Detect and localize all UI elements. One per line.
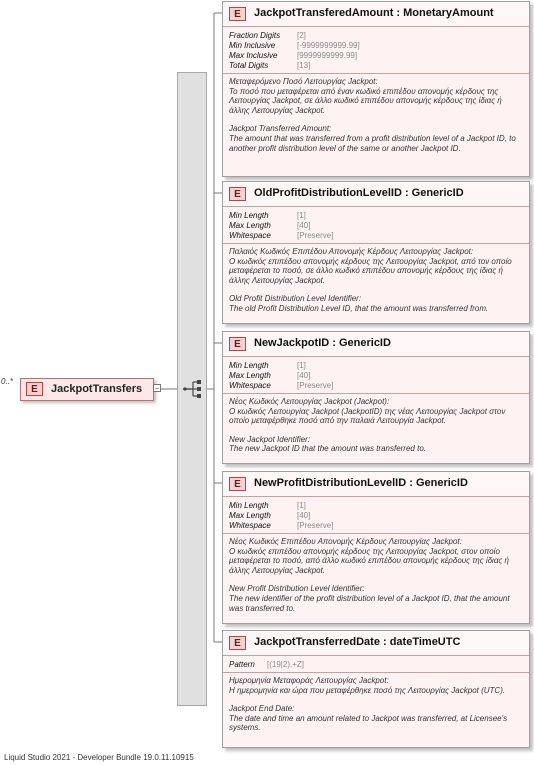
- facet-name: Max Inclusive: [229, 51, 278, 60]
- facet-value: [-9999999999.99]: [297, 41, 360, 50]
- element-icon: E: [229, 636, 246, 650]
- facet-list: [223, 497, 529, 534]
- element-icon: E: [229, 7, 246, 21]
- doc-greek-text: Ο κωδικός Λειτουργίας Jackpot (JackpotID) της νέας Λειτουργίας Jackpot στον οποίο μεταφέρθηκε ποσό από την παλαιά Λειτουργία Jackpot.: [229, 406, 506, 426]
- facet-value: [Preserve]: [297, 231, 334, 240]
- facet-value: [1]: [297, 501, 306, 510]
- doc-greek-title: Μεταφερόμενο Ποσό Λειτουργίας Jackpot:: [229, 77, 378, 86]
- facet-row: [229, 31, 523, 41]
- root-cardinality: 0..*: [1, 377, 14, 386]
- facet-row: [229, 41, 523, 51]
- element-icon: E: [229, 477, 246, 491]
- element-card-header: [223, 332, 529, 357]
- doc-english-title: Jackpot End Date:: [229, 704, 295, 714]
- root-element-label: JackpotTransfers: [51, 383, 143, 395]
- documentation: [223, 244, 529, 317]
- element-title: JackpotTransferredDate : dateTimeUTC: [254, 636, 461, 648]
- doc-greek-text: Η ημερομηνία και ώρα που μεταφέρθηκε ποσό της Λειτουργίας Jackpot (UTC).: [229, 685, 506, 695]
- element-icon: E: [229, 337, 246, 351]
- doc-english-text: The new identifier of the profit distribution level of a Jackpot ID, that the amount was transferred to.: [229, 593, 510, 613]
- doc-greek-text: Ο κωδικός επιπέδου απονομής κέρδους της Λειτουργίας Jackpot, από τον οποίο μεταφέρεται το ποσό, σε άλλο κωδικό επιπέδου απονομής κέρδους της ίδιας ή άλλης Λειτουργίας Jackpot.: [229, 256, 512, 285]
- facet-value: [2]: [297, 31, 306, 40]
- doc-english-title: New Jackpot Identifier:: [229, 434, 310, 444]
- facet-name: Min Length: [229, 501, 269, 510]
- facet-row: [229, 231, 523, 241]
- facet-list: [223, 656, 529, 673]
- facet-name: Whitespace: [229, 231, 271, 240]
- element-title: OldProfitDistributionLevelID : GenericID: [254, 187, 464, 199]
- facet-name: Total Digits: [229, 61, 269, 70]
- documentation: [223, 534, 529, 616]
- doc-greek-title: Ημερομηνία Μεταφοράς Λειτουργίας Jackpot:: [229, 676, 389, 685]
- doc-english-text: The old Profit Distribution Level ID, that the amount was transferred from.: [229, 303, 489, 313]
- doc-greek-text: Το ποσό που μεταφέρεται από έναν κωδικό επιπέδου απονομής κέρδους της Λειτουργίας Jackpot, σε άλλο κωδικό επιπέδου απονομής κέρδους της ίδιας ή άλλης Λειτουργίας Jackpot.: [229, 86, 502, 115]
- facet-value: [Preserve]: [297, 381, 334, 390]
- doc-greek-title: Νέος Κωδικός Λειτουργίας Jackpot (Jackpot):: [229, 397, 390, 406]
- doc-greek-title: Νέος Κωδικός Επιπέδου Απονομής Κέρδους Λειτουργίας Jackpot:: [229, 537, 462, 546]
- element-card-header: [223, 182, 529, 207]
- facet-name: Pattern: [229, 660, 255, 669]
- facet-row: [229, 660, 523, 670]
- documentation: [223, 394, 529, 457]
- facet-list: [223, 357, 529, 394]
- facet-list: [223, 27, 529, 74]
- facet-value: [1]: [297, 211, 306, 220]
- facet-row: [229, 381, 523, 391]
- facet-row: [229, 361, 523, 371]
- doc-english-title: New Profit Distribution Level Identifier:: [229, 584, 365, 594]
- facet-name: Max Length: [229, 511, 271, 520]
- element-card[interactable]: [222, 471, 530, 624]
- element-card[interactable]: [222, 181, 530, 324]
- facet-row: [229, 371, 523, 381]
- element-card-header: [223, 631, 529, 656]
- element-title: JackpotTransferedAmount : MonetaryAmount: [254, 7, 494, 19]
- facet-row: [229, 51, 523, 61]
- facet-name: Max Length: [229, 221, 271, 230]
- facet-value: [(19|2).+Z]: [267, 660, 304, 669]
- element-card[interactable]: [222, 331, 530, 464]
- facet-value: [40]: [297, 371, 311, 380]
- facet-list: [223, 207, 529, 244]
- facet-value: [Preserve]: [297, 521, 334, 530]
- element-title: NewJackpotID : GenericID: [254, 337, 391, 349]
- facet-row: [229, 221, 523, 231]
- element-title: NewProfitDistributionLevelID : GenericID: [254, 477, 468, 489]
- element-card[interactable]: [222, 1, 530, 177]
- facet-name: Whitespace: [229, 521, 271, 530]
- facet-value: [40]: [297, 511, 311, 520]
- doc-greek-title: Παλαιός Κωδικός Επιπέδου Απονομής Κέρδους Λειτουργίας Jackpot:: [229, 247, 474, 256]
- facet-value: [1]: [297, 361, 306, 370]
- collapse-toggle[interactable]: −: [154, 384, 160, 393]
- element-card-header: [223, 2, 529, 27]
- facet-name: Max Length: [229, 371, 271, 380]
- facet-name: Min Length: [229, 361, 269, 370]
- doc-english-title: Jackpot Transferred Amount:: [229, 124, 332, 134]
- facet-value: [40]: [297, 221, 311, 230]
- doc-english-text: The new Jackpot ID that the amount was transferred to.: [229, 444, 426, 454]
- facet-name: Fraction Digits: [229, 31, 281, 40]
- element-card-header: [223, 472, 529, 497]
- doc-english-text: The date and time an amount related to Jackpot was transferred, at Licensee's systems.: [229, 713, 508, 733]
- root-element[interactable]: [1, 377, 154, 401]
- doc-english-text: The amount that was transferred from a profit distribution level of a Jackpot ID, to another profit distribution level of the same or another Jackpot ID.: [229, 133, 516, 153]
- element-icon: E: [229, 187, 246, 201]
- sequence-icon[interactable]: [182, 379, 204, 399]
- footer-credit: Liquid Studio 2021 - Developer Bundle 19.0.11.10915: [4, 753, 194, 762]
- facet-row: [229, 511, 523, 521]
- documentation: [223, 673, 529, 736]
- facet-value: [9999999999.99]: [297, 51, 358, 60]
- facet-row: [229, 521, 523, 531]
- facet-row: [229, 211, 523, 221]
- facet-name: Whitespace: [229, 381, 271, 390]
- facet-name: Min Length: [229, 211, 269, 220]
- facet-row: [229, 501, 523, 511]
- doc-greek-text: Ο κωδικός επιπέδου απονομής κέρδους της Λειτουργίας Jackpot, στον οποίο μεταφέρεται το ποσό, από άλλο κωδικό επιπέδου απονομής κέρδους της ίδιας ή άλλης Λειτουργίας Jackpot.: [229, 546, 509, 575]
- doc-english-title: Old Profit Distribution Level Identifier:: [229, 294, 362, 304]
- facet-value: [13]: [297, 61, 311, 70]
- element-card[interactable]: [222, 630, 530, 748]
- element-icon: E: [26, 382, 43, 396]
- facet-row: [229, 61, 523, 71]
- documentation: [223, 74, 529, 156]
- facet-name: Min Inclusive: [229, 41, 276, 50]
